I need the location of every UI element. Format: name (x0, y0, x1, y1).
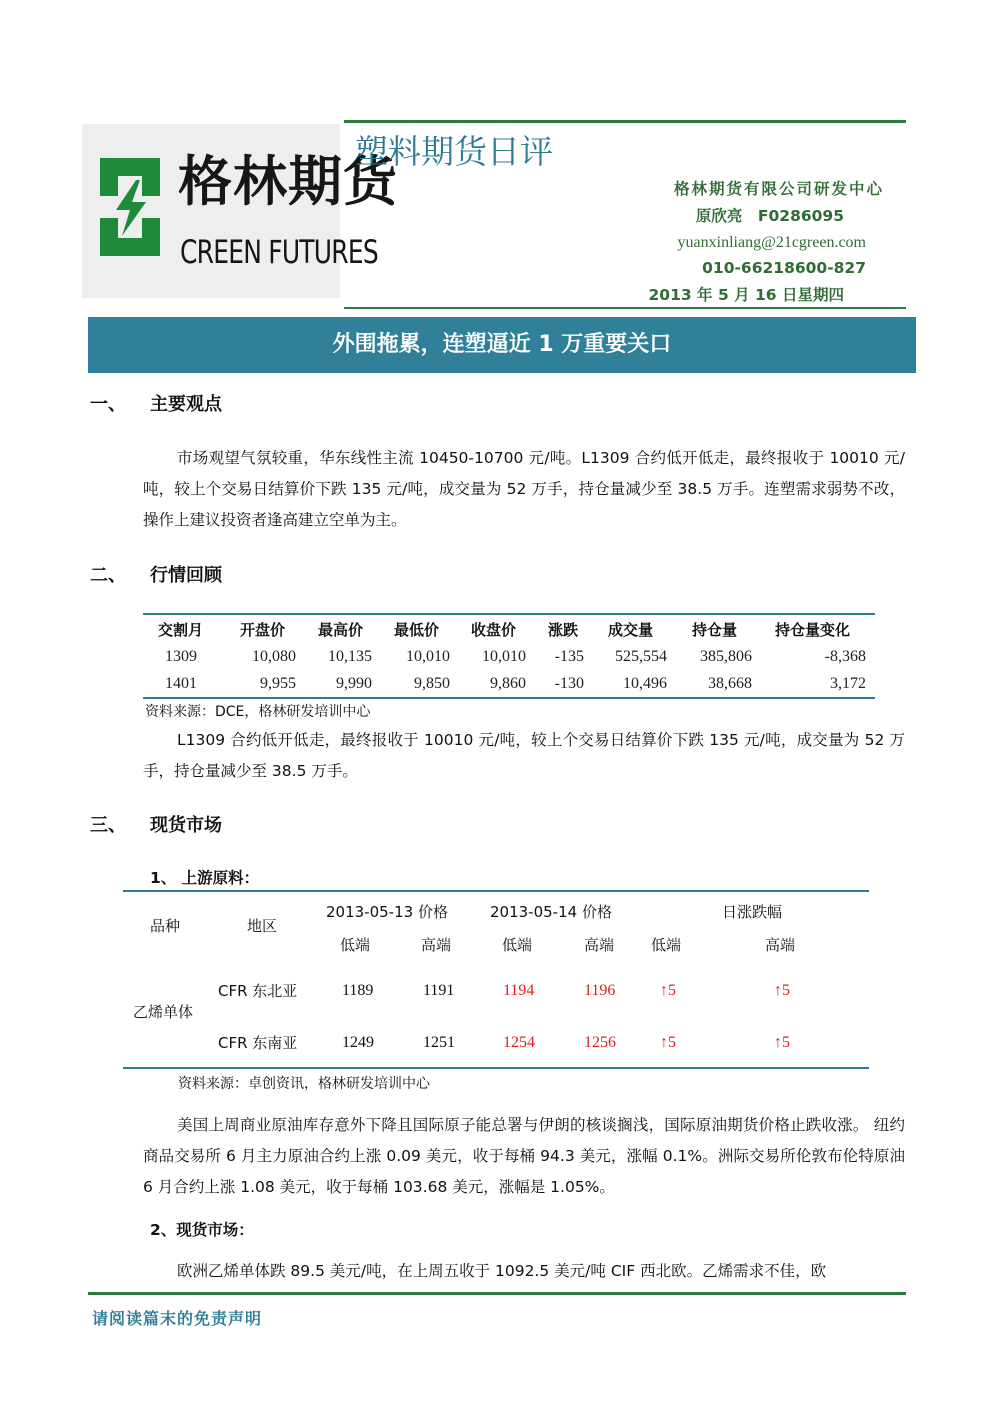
price-cell: 1249 (342, 1034, 374, 1051)
table-cell: -130 (554, 675, 584, 692)
table-header: 交割月 (158, 621, 204, 639)
low-header: 低端 (340, 936, 371, 954)
table-cell: 3,172 (830, 675, 866, 692)
report-date: 2013 年 5 月 16 日星期四 (648, 286, 844, 304)
disclaimer-notice[interactable]: 请阅读篇末的免责声明 (92, 1309, 263, 1328)
department: 格林期货有限公司研发中心 (673, 180, 884, 198)
report-title: 塑料期货日评 (355, 132, 553, 171)
col-date2-header: 2013-05-14 价格 (490, 903, 612, 921)
table-1-bottom-rule (143, 697, 875, 699)
col-change-header: 日涨跌幅 (722, 903, 783, 921)
author-email[interactable]: yuanxinliang@21cgreen.com (677, 234, 866, 251)
logo-chinese-text: 格林期货 (178, 150, 398, 213)
table-cell: 9,990 (336, 675, 372, 692)
table-cell: 10,080 (252, 648, 296, 665)
table-cell: 1309 (165, 648, 197, 665)
header-bottom-rule (344, 307, 906, 309)
variety-cell: 乙烯单体 (133, 1003, 194, 1021)
price-cell: 1189 (342, 982, 374, 999)
table-cell: 10,010 (406, 648, 450, 665)
table-header: 最低价 (394, 621, 440, 639)
table-2-bottom-rule (123, 1067, 869, 1069)
logo-english-text: CREEN FUTURES (180, 233, 378, 271)
subsection-1-title: 1、 上游原料： (150, 869, 260, 887)
table-cell: 10,010 (482, 648, 526, 665)
price-cell: 1191 (423, 982, 455, 999)
region-cell: CFR 东南亚 (218, 1034, 298, 1052)
table-header: 持仓量变化 (775, 621, 851, 639)
author: 原欣亮 F0286095 (695, 207, 844, 225)
table-cell: 385,806 (700, 648, 752, 665)
green-futures-logo-icon (92, 148, 168, 266)
change-cell: ↑5 (660, 982, 676, 999)
change-cell: ↑5 (774, 1034, 790, 1051)
table-2-source: 资料来源：卓创资讯，格林研发培训中心 (178, 1076, 430, 1092)
col-variety-header: 品种 (150, 917, 181, 935)
high-header: 高端 (421, 936, 452, 954)
table-2-top-rule (123, 890, 869, 892)
section-2-paragraph: L1309 合约低开低走，最终报收于 10010 元/吨，较上个交易日结算价下跌 135 元/吨，成交量为 52 万手，持仓量减少至 38.5 万手。 (143, 731, 905, 780)
price-cell: 1194 (503, 982, 535, 999)
low-header: 低端 (651, 936, 682, 954)
table-cell: 1401 (165, 675, 197, 692)
table-cell: -135 (554, 648, 584, 665)
section-3-paragraph-1: 美国上周商业原油库存意外下降且国际原子能总署与伊朗的核谈搁浅，国际原油期货价格止跌收涨。 纽约商品交易所 6 月主力原油合约上涨 0.09 美元，收于每桶 94.3 美元，涨幅 0.1%。洲际交易所伦敦布伦特原油 6 月合约上涨 1.08 美元，收于每桶 103.68 美元，涨幅是 1.05%。 (143, 1116, 905, 1196)
section-3-title: 现货市场 (150, 815, 222, 836)
high-header: 高端 (765, 936, 796, 954)
col-region-header: 地区 (247, 917, 278, 935)
author-phone: 010-66218600-827 (702, 259, 866, 277)
table-header: 开盘价 (240, 621, 286, 639)
section-2-number: 二、 (90, 565, 126, 586)
table-cell: 10,135 (328, 648, 372, 665)
table-cell: -8,368 (824, 648, 866, 665)
low-header: 低端 (502, 936, 533, 954)
price-cell: 1196 (584, 982, 616, 999)
table-header: 成交量 (608, 621, 654, 639)
footer-rule (88, 1292, 906, 1295)
table-cell: 9,850 (414, 675, 450, 692)
table-1-top-rule (143, 613, 875, 615)
table-header: 涨跌 (548, 621, 579, 639)
section-2-title: 行情回顾 (150, 565, 222, 586)
table-header: 持仓量 (692, 621, 738, 639)
change-cell: ↑5 (774, 982, 790, 999)
table-cell: 38,668 (708, 675, 752, 692)
col-date1-header: 2013-05-13 价格 (326, 903, 448, 921)
table-cell: 9,860 (490, 675, 526, 692)
change-cell: ↑5 (660, 1034, 676, 1051)
section-1-paragraph: 市场观望气氛较重，华东线性主流 10450-10700 元/吨。L1309 合约低开低走，最终报收于 10010 元/吨，较上个交易日结算价下跌 135 元/吨，成交量为 52 万手，持仓量减少至 38.5 万手。连塑需求弱势不改，操作上建议投资者逢高建立空单为主。 (143, 449, 905, 529)
table-cell: 10,496 (623, 675, 667, 692)
table-1-source: 资料来源：DCE，格林研发培训中心 (145, 704, 371, 720)
section-3-paragraph-2: 欧洲乙烯单体跌 89.5 美元/吨，在上周五收于 1092.5 美元/吨 CIF 西北欧。乙烯需求不佳，欧 (177, 1262, 827, 1280)
table-header: 收盘价 (471, 621, 517, 639)
price-cell: 1254 (503, 1034, 535, 1051)
table-header: 最高价 (318, 621, 364, 639)
section-1-number: 一、 (90, 394, 126, 415)
subsection-2-title: 2、现货市场： (150, 1221, 254, 1239)
headline: 外围拖累，连塑逼近 1 万重要关口 (332, 332, 672, 357)
price-cell: 1251 (423, 1034, 455, 1051)
price-cell: 1256 (584, 1034, 616, 1051)
header-top-rule (344, 120, 906, 123)
high-header: 高端 (584, 936, 615, 954)
table-cell: 525,554 (615, 648, 667, 665)
table-cell: 9,955 (260, 675, 296, 692)
section-3-number: 三、 (90, 815, 126, 836)
region-cell: CFR 东北亚 (218, 982, 298, 1000)
section-1-title: 主要观点 (150, 394, 222, 415)
